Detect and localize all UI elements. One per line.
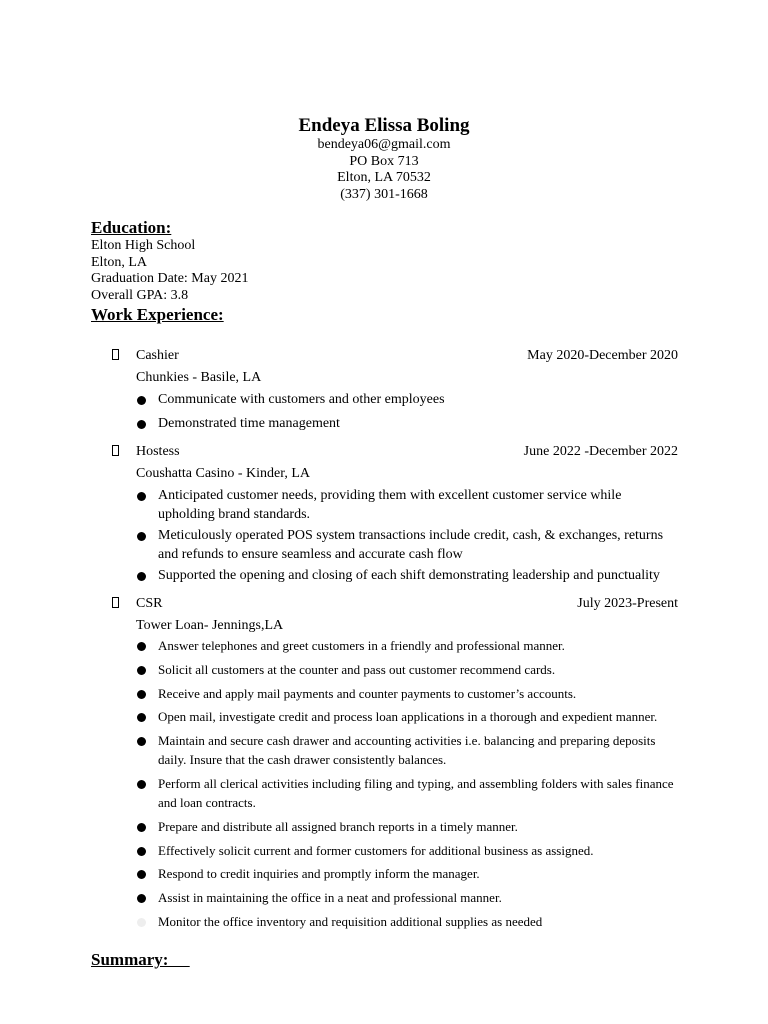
bullet-icon [137,572,146,581]
list-item: Assist in maintaining the office in a neat and professional manner. [91,888,678,907]
job-title-row [91,346,678,366]
bullet-icon [137,823,146,832]
education-line: Elton, LA [91,254,147,270]
job-title: CSR [136,596,163,611]
job-entry-cashier [91,346,678,433]
job-title: Cashier [136,348,179,363]
list-item: Respond to credit inquiries and promptly inform the manager. [91,864,678,883]
summary-heading: Summary: [91,950,190,969]
box-icon [112,597,119,608]
address-line-2: Elton, LA 70532 [337,170,431,185]
bullet-icon [137,894,146,903]
list-item: Monitor the office inventory and requisition additional supplies as needed [91,912,678,931]
list-item: Meticulously operated POS system transactions include credit, cash, & exchanges, returns and refunds to ensure seamless and accurate cash flow [91,526,678,564]
list-item: Demonstrated time management [91,414,678,433]
list-item: Supported the opening and closing of each shift demonstrating leadership and punctuality [91,566,678,585]
job-entry-hostess [91,442,678,585]
bullet-icon [137,532,146,541]
bullet-icon [137,847,146,856]
list-item: Communicate with customers and other employees [91,390,678,409]
resume-header [0,115,768,203]
box-icon [112,445,119,456]
bullet-icon [137,737,146,746]
bullet-icon [137,918,146,927]
list-item: Answer telephones and greet customers in a friendly and professional manner. [91,636,678,655]
bullet-icon [137,420,146,429]
job-dates: May 2020-December 2020 [527,348,678,363]
job-dates: June 2022 -December 2022 [523,444,678,459]
education-heading: Education: [91,218,172,237]
education-line: Overall GPA: 3.8 [91,287,189,303]
bullet-icon [137,396,146,405]
education-details [91,238,248,304]
phone: (337) 301-1668 [340,186,428,202]
bullet-icon [137,780,146,789]
list-item: Perform all clerical activities including filing and typing, and assembling folders with sales finance and loan contracts. [91,774,678,812]
list-item: Prepare and distribute all assigned branch reports in a timely manner. [91,817,678,836]
duty-list [91,390,678,433]
email: bendeya06@gmail.com [317,137,451,152]
education-line: Graduation Date: May 2021 [91,271,249,286]
duty-list [91,636,678,931]
job-title-row [91,442,678,462]
employer: Chunkies - Basile, LA [136,370,262,385]
list-item: Open mail, investigate credit and process loan applications in a thorough and expedient manner. [91,707,678,726]
list-item: Effectively solicit current and former customers for additional business as assigned. [91,841,678,860]
employer: Tower Loan- Jennings,LA [136,618,284,633]
bullet-icon [137,690,146,699]
education-line: Elton High School [91,238,196,253]
duty-list [91,486,678,585]
employer: Coushatta Casino - Kinder, LA [136,466,311,481]
address-line-1: PO Box 713 [349,153,419,169]
job-title-row [91,594,678,614]
bullet-icon [137,492,146,501]
list-item: Maintain and secure cash drawer and accounting activities i.e. balancing and preparing deposits daily. Insure that the cash drawer consistently balances. [91,731,678,769]
bullet-icon [137,666,146,675]
bullet-icon [137,870,146,879]
list-item: Receive and apply mail payments and counter payments to customer’s accounts. [91,684,678,703]
bullet-icon [137,642,146,651]
list-item: Anticipated customer needs, providing them with excellent customer service while upholding brand standards. [91,486,678,524]
box-icon [112,349,119,360]
bullet-icon [137,713,146,722]
job-title: Hostess [136,444,180,459]
job-entry-csr [91,594,678,931]
job-dates: July 2023-Present [577,596,678,611]
list-item: Solicit all customers at the counter and pass out customer recommend cards. [91,660,678,679]
work-experience-heading: Work Experience: [91,305,224,324]
candidate-name: Endeya Elissa Boling [298,115,470,136]
